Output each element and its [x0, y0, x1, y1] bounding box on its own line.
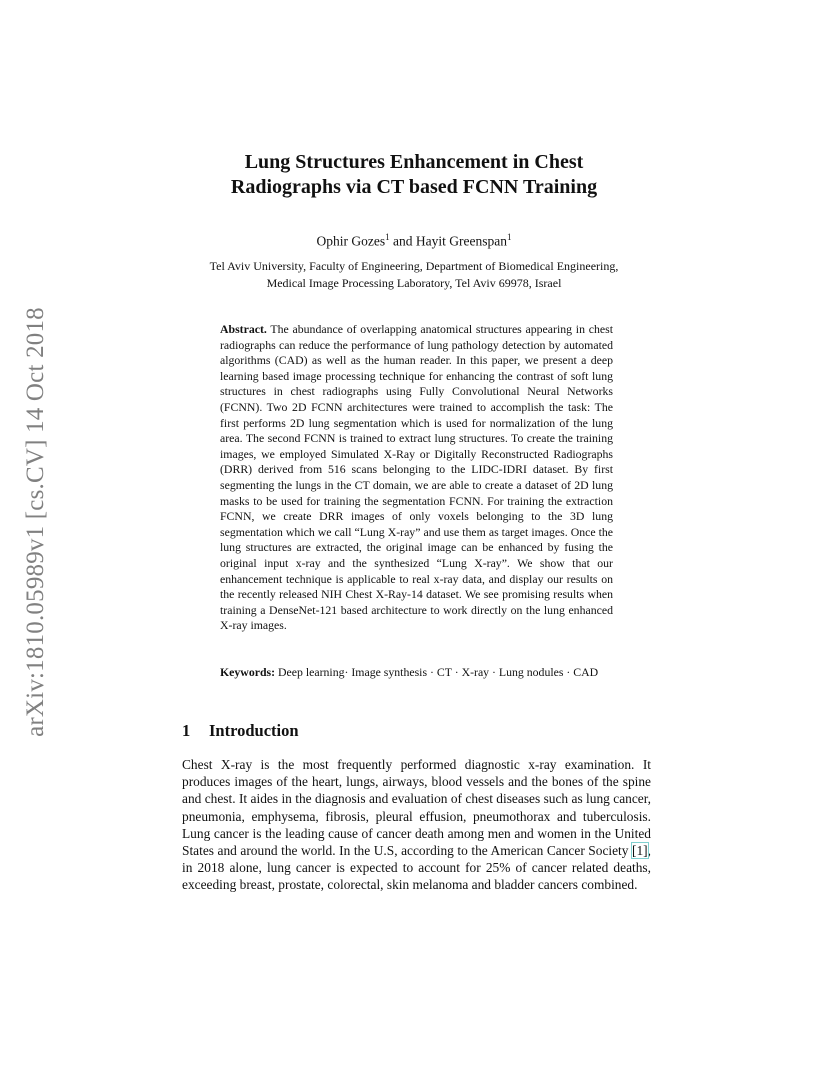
keywords: [220, 665, 613, 681]
author-conjunction: and: [389, 233, 416, 249]
section-number: 1: [182, 721, 191, 740]
author-name: Ophir Gozes: [316, 233, 386, 249]
abstract: [220, 322, 613, 634]
title-line-1: Lung Structures Enhancement in Chest: [244, 151, 584, 173]
title-line-2: Radiographs via CT based FCNN Training: [230, 176, 598, 198]
abstract-label: Abstract.: [220, 322, 267, 336]
intro-text-part2: , in 2018 alone, lung cancer is expected to account for 25% of cancer related deaths, exceeding breast, prostate, colorectal, skin melanoma and bladder cancers combined.: [182, 843, 651, 893]
author-list: [0, 228, 828, 251]
author-name: Hayit Greenspan: [415, 233, 507, 249]
affiliation: [0, 258, 828, 292]
section-heading: [182, 721, 299, 741]
citation-link[interactable]: [1]: [632, 843, 648, 859]
section-title: Introduction: [209, 721, 299, 740]
keywords-text: Deep learning· Image synthesis · CT · X-ray · Lung nodules · CAD: [278, 665, 599, 679]
paper-title: [0, 150, 828, 200]
intro-text-part1: Chest X-ray is the most frequently performed diagnostic x-ray examination. It produces images of the heart, lungs, airways, blood vessels and the bones of the spine and chest. It aides in the diagnosis and evaluation of chest diseases such as lung cancer, pneumonia, emphysema, fibrosis, pleural effusion, pneumothorax and tuberculosis. Lung cancer is the leading cause of cancer death among men and women in the United States and around the world. In the U.S, according to the American Cancer Society: [182, 757, 651, 859]
abstract-text: The abundance of overlapping anatomical structures appearing in chest radiographs can reduce the performance of lung pathology detection by automated algorithms (CAD) as well as the human reader. In this paper, we present a deep learning based image processing technique for enhancing the contrast of soft lung structures in chest radiographs using Fully Convolutional Neural Networks (FCNN). Two 2D FCNN architectures were trained to accomplish the task: The first performs 2D lung segmentation which is used for normalization of the lung area. The second FCNN is trained to extract lung structures. To create the training images, we employed Simulated X-Ray or Digitally Reconstructed Radiographs (DRR) derived from 516 scans belonging to the LIDC-IDRI dataset. By first segmenting the lungs in the CT domain, we are able to create a dataset of 2D lung masks to be used for training the segmentation FCNN. For training the extraction FCNN, we create DRR images of only voxels belonging to the 3D lung segmentation which we call “Lung X-ray” and use them as target images. Once the lung structures are extracted, the original image can be enhanced by fusing the original input x-ray and the synthesized “Lung X-ray”. We show that our enhancement technique is applicable to real x-ray data, and display our results on the recently released NIH Chest X-Ray-14 dataset. We see promising results when training a DenseNet-121 based architecture to work directly on the lung enhanced X-ray images.: [220, 322, 613, 633]
affiliation-line-2: Medical Image Processing Laboratory, Tel Aviv 69978, Israel: [266, 276, 562, 290]
affiliation-line-1: Tel Aviv University, Faculty of Engineering, Department of Biomedical Engineering,: [209, 259, 619, 273]
keywords-label: Keywords:: [220, 665, 276, 679]
arxiv-identifier-stamp: arXiv:1810.05989v1 [cs.CV] 14 Oct 2018: [22, 307, 49, 737]
affiliation-marker: 1: [385, 232, 390, 242]
affiliation-marker: 1: [506, 232, 512, 242]
introduction-paragraph: [182, 756, 651, 894]
